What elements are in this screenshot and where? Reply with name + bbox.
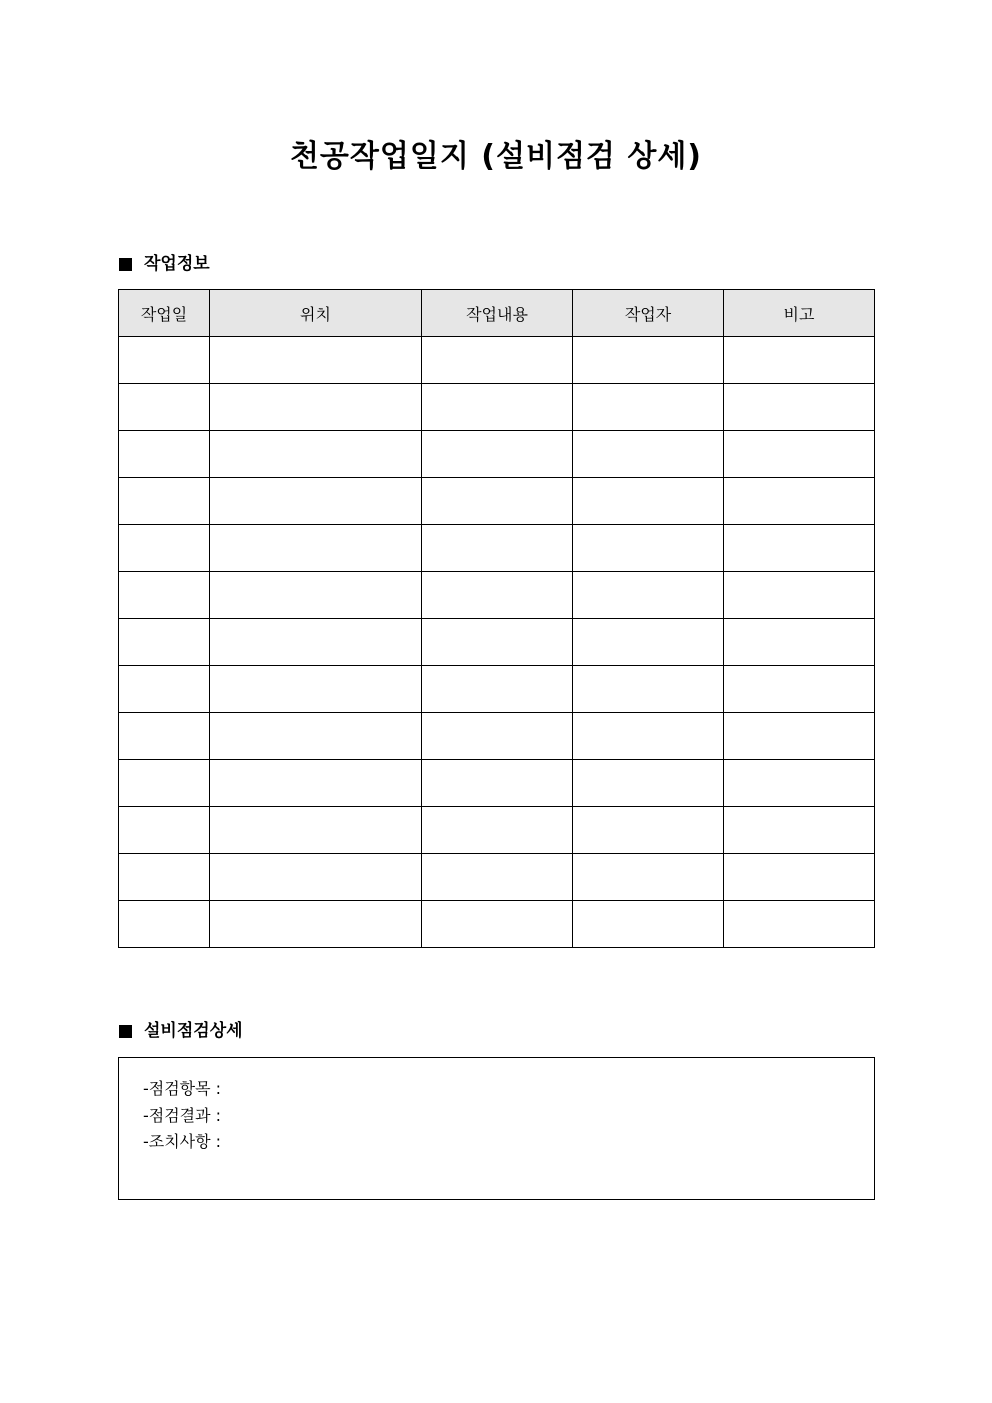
table-cell[interactable]: [119, 666, 210, 713]
table-row: [119, 384, 875, 431]
table-row: [119, 525, 875, 572]
table-cell[interactable]: [422, 337, 573, 384]
table-cell[interactable]: [573, 431, 724, 478]
table-row: [119, 431, 875, 478]
table-cell[interactable]: [119, 760, 210, 807]
document-title: 천공작업일지 (설비점검 상세): [289, 139, 703, 174]
table-cell[interactable]: [724, 666, 875, 713]
table-cell[interactable]: [119, 384, 210, 431]
table-cell[interactable]: [210, 854, 422, 901]
equipment-detail-lines: [143, 1076, 221, 1156]
table-row: [119, 337, 875, 384]
table-cell[interactable]: [119, 713, 210, 760]
table-cell[interactable]: [210, 807, 422, 854]
detail-line-inspection-item: -점검항목 :: [143, 1079, 222, 1098]
table-cell[interactable]: [724, 478, 875, 525]
table-row: [119, 713, 875, 760]
section-heading-label: 작업정보: [144, 254, 210, 274]
square-bullet-icon: [119, 258, 132, 271]
table-cell[interactable]: [724, 854, 875, 901]
table-cell[interactable]: [119, 572, 210, 619]
detail-line-action-taken: -조치사항 :: [143, 1132, 222, 1151]
table-cell[interactable]: [724, 337, 875, 384]
work-info-table: [118, 289, 875, 948]
column-header-worker: 작업자: [573, 290, 724, 337]
table-cell[interactable]: [210, 572, 422, 619]
table-cell[interactable]: [422, 760, 573, 807]
column-header-remarks: 비고: [724, 290, 875, 337]
equipment-detail-box: [118, 1057, 875, 1200]
table-cell[interactable]: [210, 337, 422, 384]
table-cell[interactable]: [724, 572, 875, 619]
table-cell[interactable]: [724, 431, 875, 478]
table-row: [119, 478, 875, 525]
table-row: [119, 760, 875, 807]
table-row: [119, 807, 875, 854]
table-cell[interactable]: [210, 431, 422, 478]
table-row: [119, 572, 875, 619]
table-cell[interactable]: [573, 384, 724, 431]
table-cell[interactable]: [119, 525, 210, 572]
column-header-work-content: 작업내용: [422, 290, 573, 337]
table-cell[interactable]: [573, 619, 724, 666]
section-heading-work-info: [119, 252, 210, 276]
table-row: [119, 854, 875, 901]
table-cell[interactable]: [210, 901, 422, 948]
table-cell[interactable]: [573, 807, 724, 854]
table-cell[interactable]: [724, 525, 875, 572]
table-row: [119, 666, 875, 713]
table-cell[interactable]: [422, 854, 573, 901]
table-cell[interactable]: [119, 619, 210, 666]
table-cell[interactable]: [573, 337, 724, 384]
table-row: [119, 901, 875, 948]
table-cell[interactable]: [210, 666, 422, 713]
table-cell[interactable]: [119, 337, 210, 384]
table-cell[interactable]: [573, 854, 724, 901]
column-header-work-date: 작업일: [119, 290, 210, 337]
table-cell[interactable]: [422, 478, 573, 525]
table-cell[interactable]: [724, 384, 875, 431]
table-cell[interactable]: [210, 384, 422, 431]
work-info-table-body: [119, 337, 875, 948]
section-heading-equipment-detail: [119, 1019, 243, 1043]
table-cell[interactable]: [210, 478, 422, 525]
table-cell[interactable]: [422, 666, 573, 713]
table-cell[interactable]: [573, 572, 724, 619]
table-header-row: [119, 290, 875, 337]
table-cell[interactable]: [119, 807, 210, 854]
table-cell[interactable]: [573, 760, 724, 807]
table-cell[interactable]: [573, 666, 724, 713]
table-cell[interactable]: [422, 431, 573, 478]
section-heading-label: 설비점검상세: [144, 1021, 243, 1041]
table-cell[interactable]: [422, 807, 573, 854]
table-cell[interactable]: [422, 901, 573, 948]
table-cell[interactable]: [422, 384, 573, 431]
table-cell[interactable]: [724, 760, 875, 807]
table-cell[interactable]: [119, 431, 210, 478]
table-cell[interactable]: [724, 901, 875, 948]
table-cell[interactable]: [210, 525, 422, 572]
table-cell[interactable]: [210, 760, 422, 807]
table-row: [119, 619, 875, 666]
table-cell[interactable]: [724, 807, 875, 854]
table-cell[interactable]: [210, 713, 422, 760]
table-cell[interactable]: [210, 619, 422, 666]
table-cell[interactable]: [422, 572, 573, 619]
table-cell[interactable]: [422, 619, 573, 666]
table-cell[interactable]: [119, 901, 210, 948]
column-header-location: 위치: [210, 290, 422, 337]
square-bullet-icon: [119, 1025, 132, 1038]
table-cell[interactable]: [119, 478, 210, 525]
table-cell[interactable]: [573, 901, 724, 948]
table-cell[interactable]: [422, 525, 573, 572]
table-cell[interactable]: [573, 525, 724, 572]
table-cell[interactable]: [724, 713, 875, 760]
table-cell[interactable]: [573, 478, 724, 525]
table-cell[interactable]: [573, 713, 724, 760]
table-cell[interactable]: [724, 619, 875, 666]
table-cell[interactable]: [119, 854, 210, 901]
detail-line-inspection-result: -점검결과 :: [143, 1105, 222, 1125]
table-cell[interactable]: [422, 713, 573, 760]
